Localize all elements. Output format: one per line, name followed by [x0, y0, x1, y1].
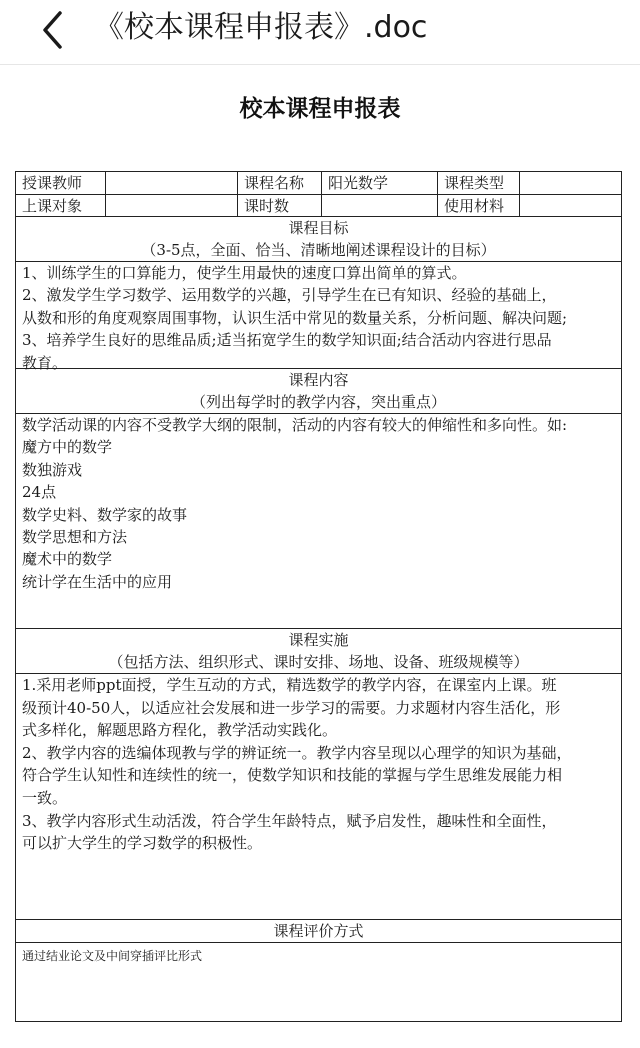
- section-implementation: [16, 629, 621, 920]
- label-teacher: 授课教师: [16, 172, 106, 194]
- text-line: 数学活动课的内容不受教学大纲的限制，活动的内容有较大的伸缩性和多向性。如:: [22, 416, 568, 434]
- text-line: 式多样化，解题思路方程化，教学活动实践化。: [22, 721, 338, 740]
- text-line: 3、教学内容形式生动活泼，符合学生年龄特点，赋予启发性，趣味性和全面性，: [22, 811, 557, 830]
- section-evaluation: [16, 920, 621, 1020]
- text-line: 1、训练学生的口算能力，使学生用最快的速度口算出简单的算式。: [22, 264, 467, 282]
- label-course-name: 课程名称: [238, 172, 322, 194]
- text-line: 数学史料、数学家的故事: [22, 505, 188, 524]
- text-line: 符合学生认知性和连续性的统一，使数学知识和技能的掌握与学生思维发展能力相: [22, 766, 563, 785]
- value-teacher: [106, 172, 238, 194]
- text-line: 统计学在生活中的应用: [22, 572, 173, 591]
- section-body: [16, 413, 621, 593]
- text-line: 2、激发学生学习数学、运用数学的兴趣，引导学生在已有知识、经验的基础上，: [22, 286, 557, 305]
- document-title: 《校本课程申报表》.doc: [94, 10, 428, 45]
- form-table: [16, 172, 621, 1020]
- section-body: 通过结业论文及中间穿插评比形式: [22, 949, 203, 963]
- text-line: 数学思想和方法: [22, 528, 128, 547]
- label-audience: 上课对象: [16, 195, 106, 216]
- text-line: 一致。: [22, 788, 68, 807]
- value-course-name: 阳光数学: [322, 172, 438, 194]
- label-course-type: 课程类型: [438, 172, 520, 194]
- back-button[interactable]: [30, 6, 80, 54]
- text-line: 1.采用老师ppt面授，学生互动的方式，精选数学的教学内容，在课室内上课。班: [22, 676, 557, 694]
- text-line: 2、教学内容的选编体现教与学的辨证统一。教学内容呈现以心理学的知识为基础，: [22, 743, 572, 762]
- app-header: [0, 0, 640, 65]
- section-subtitle: （列出每学时的教学内容，突出重点）: [190, 393, 446, 411]
- section-content: [16, 369, 621, 629]
- section-subtitle: （3-5点，全面、恰当、清晰地阐述课程设计的目标）: [141, 241, 496, 259]
- page-title: 校本课程申报表: [239, 96, 401, 122]
- section-title: 课程目标: [288, 219, 349, 237]
- text-line: 魔方中的数学: [22, 438, 113, 457]
- section-title: 课程实施: [288, 631, 349, 649]
- section-title: 课程内容: [288, 371, 349, 389]
- value-hours: [322, 195, 438, 216]
- text-line: 从数和形的角度观察周围事物，认识生活中常见的数量关系，分析问题、解决问题;: [22, 308, 568, 327]
- section-subtitle: （包括方法、组织形式、课时安排、场地、设备、班级规模等）: [108, 653, 529, 671]
- text-line: 教育。: [22, 353, 68, 372]
- section-body: [16, 261, 621, 374]
- section-goals: [16, 217, 621, 372]
- value-audience: [106, 195, 238, 216]
- text-line: 3、培养学生良好的思维品质;适当拓宽学生的数学知识面;结合活动内容进行思品: [22, 331, 552, 350]
- section-body: [16, 673, 621, 855]
- text-line: 可以扩大学生的学习数学的积极性。: [22, 834, 263, 853]
- section-title: 课程评价方式: [16, 920, 621, 943]
- value-materials: [520, 195, 621, 216]
- info-row: [16, 195, 621, 217]
- text-line: 级预计40-50人，以适应社会发展和进一步学习的需要。力求题材内容生活化，形: [22, 698, 561, 717]
- text-line: 数独游戏: [22, 460, 83, 479]
- label-materials: 使用材料: [438, 195, 520, 216]
- text-line: 魔术中的数学: [22, 550, 113, 569]
- value-course-type: [520, 172, 621, 194]
- chevron-left-icon: [40, 10, 64, 50]
- info-row: [16, 172, 621, 195]
- label-hours: 课时数: [238, 195, 322, 216]
- text-line: 24点: [22, 483, 57, 502]
